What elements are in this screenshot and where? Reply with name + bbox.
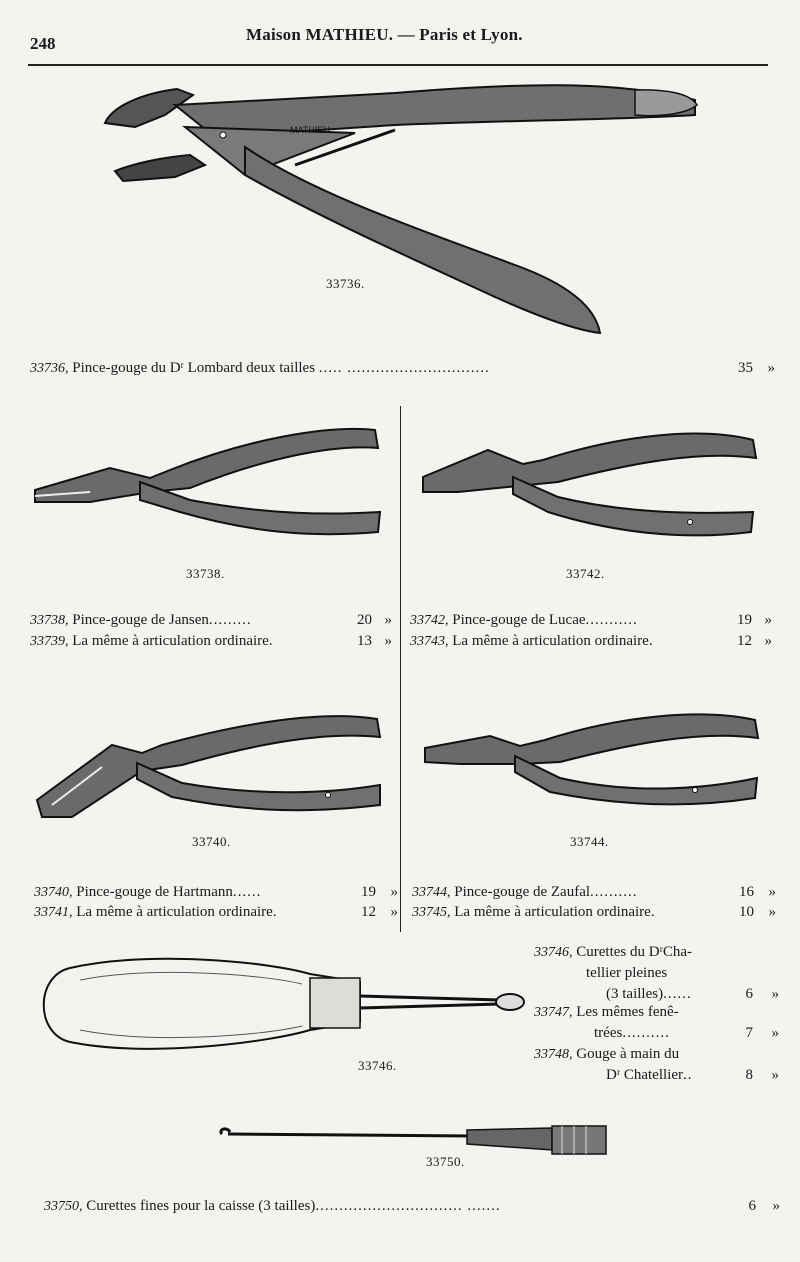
list-item-33742: [410, 612, 772, 629]
price-unit: »: [390, 904, 398, 920]
rongeur-33736-illustration: [95, 75, 705, 340]
price-unit: »: [390, 884, 398, 900]
item-description-line: Gouge à main du: [576, 1046, 680, 1062]
figure-label-33742: 33742.: [566, 566, 605, 581]
catalog-number: 33746,: [534, 945, 573, 960]
leader-dots: ............................... .......: [315, 1198, 501, 1214]
leader-dots: ..........: [590, 884, 638, 900]
catalog-number: 33745,: [412, 905, 451, 920]
item-description: Pince-gouge de Hartmann: [76, 884, 233, 900]
item-description: La même à articulation ordinaire.: [76, 904, 277, 920]
leader-dots: ......: [663, 986, 692, 1002]
item-description: Curettes fines pour la caisse (3 tailles): [86, 1198, 316, 1214]
rongeur-33744-illustration: [420, 706, 765, 816]
leader-dots: .........: [208, 612, 252, 628]
item-price: 12: [737, 633, 752, 649]
item-price: 8: [745, 1067, 753, 1083]
catalog-number: 33742,: [410, 613, 449, 628]
catalog-number: 33747,: [534, 1005, 573, 1020]
item-description: La même à articulation ordinaire.: [72, 633, 273, 649]
rongeur-33740-illustration: [32, 705, 387, 830]
price-unit: »: [768, 904, 776, 920]
rongeur-33742-illustration: [418, 422, 763, 547]
price-unit: »: [771, 1025, 779, 1041]
item-description-line: Les mêmes fenê-: [576, 1004, 679, 1020]
list-item-33744: [412, 884, 776, 901]
column-divider: [400, 406, 401, 932]
leader-dots: ......: [232, 884, 262, 900]
curette-33746-illustration: [40, 950, 530, 1060]
item-description-line: (3 tailles): [606, 986, 664, 1002]
list-item-33741: [34, 904, 398, 921]
list-item-33738: [30, 612, 392, 629]
rongeur-33738-illustration: [30, 420, 385, 545]
price-unit: »: [771, 986, 779, 1002]
item-price: 12: [361, 904, 376, 920]
list-item-33740: [34, 884, 398, 901]
item-description-line: tellier pleines: [586, 965, 668, 981]
catalog-number: 33738,: [30, 613, 69, 628]
item-price: 19: [361, 884, 376, 900]
header-divider: [28, 64, 768, 66]
figure-label-33736: 33736.: [326, 276, 365, 291]
item-description: Pince-gouge de Lucae: [452, 612, 586, 628]
item-description-line: trées: [594, 1025, 623, 1041]
figure-label-33740: 33740.: [192, 834, 231, 849]
item-description-line: Curettes du DʳCha-: [576, 944, 692, 960]
price-unit: »: [384, 612, 392, 628]
list-item-33746: [534, 942, 779, 1005]
catalog-number: 33744,: [412, 885, 451, 900]
item-price: 35: [738, 360, 753, 376]
page-number: 248: [30, 34, 56, 53]
item-description: La même à articulation ordinaire.: [452, 633, 653, 649]
list-item-33739: [30, 633, 392, 650]
figure-label-33738: 33738.: [186, 566, 225, 581]
page-title: Maison MATHIEU. — Paris et Lyon.: [246, 25, 523, 44]
figure-label-33746: 33746.: [358, 1058, 397, 1073]
item-price: 16: [739, 884, 754, 900]
leader-dots: ..... ..............................: [318, 360, 490, 376]
list-item-33750: [44, 1198, 780, 1215]
list-item-33736: [30, 360, 775, 377]
list-item-33748: [534, 1044, 779, 1086]
item-price: 19: [737, 612, 752, 628]
catalog-number: 33739,: [30, 634, 69, 649]
item-price: 7: [745, 1025, 753, 1041]
item-price: 6: [748, 1198, 756, 1214]
price-unit: »: [771, 1067, 779, 1083]
item-price: 20: [357, 612, 372, 628]
figure-label-33750: 33750.: [426, 1154, 465, 1169]
item-price: 10: [739, 904, 754, 920]
price-unit: »: [767, 360, 775, 376]
catalog-number: 33736,: [30, 361, 69, 376]
catalog-number: 33740,: [34, 885, 73, 900]
catalog-number: 33750,: [44, 1199, 83, 1214]
item-description: Pince-gouge de Jansen: [72, 612, 209, 628]
item-price: 13: [357, 633, 372, 649]
leader-dots: ..: [683, 1067, 693, 1083]
leader-dots: ...........: [585, 612, 638, 628]
price-unit: »: [764, 633, 772, 649]
price-unit: »: [772, 1198, 780, 1214]
curette-33750-illustration: [212, 1120, 612, 1165]
list-item-33743: [410, 633, 772, 650]
list-item-33745: [412, 904, 776, 921]
item-description: La même à articulation ordinaire.: [454, 904, 655, 920]
catalog-number: 33741,: [34, 905, 73, 920]
item-description: Pince-gouge du Dʳ Lombard deux tailles: [72, 360, 316, 376]
item-price: 6: [745, 986, 753, 1002]
price-unit: »: [764, 612, 772, 628]
price-unit: »: [384, 633, 392, 649]
leader-dots: ..........: [622, 1025, 670, 1041]
list-item-33747: [534, 1002, 779, 1044]
item-description-line: Dʳ Chatellier: [606, 1067, 683, 1083]
maker-mark: MATHIEU: [290, 125, 330, 135]
catalog-number: 33743,: [410, 634, 449, 649]
price-unit: »: [768, 884, 776, 900]
figure-label-33744: 33744.: [570, 834, 609, 849]
catalog-number: 33748,: [534, 1047, 573, 1062]
item-description: Pince-gouge de Zaufal: [454, 884, 591, 900]
